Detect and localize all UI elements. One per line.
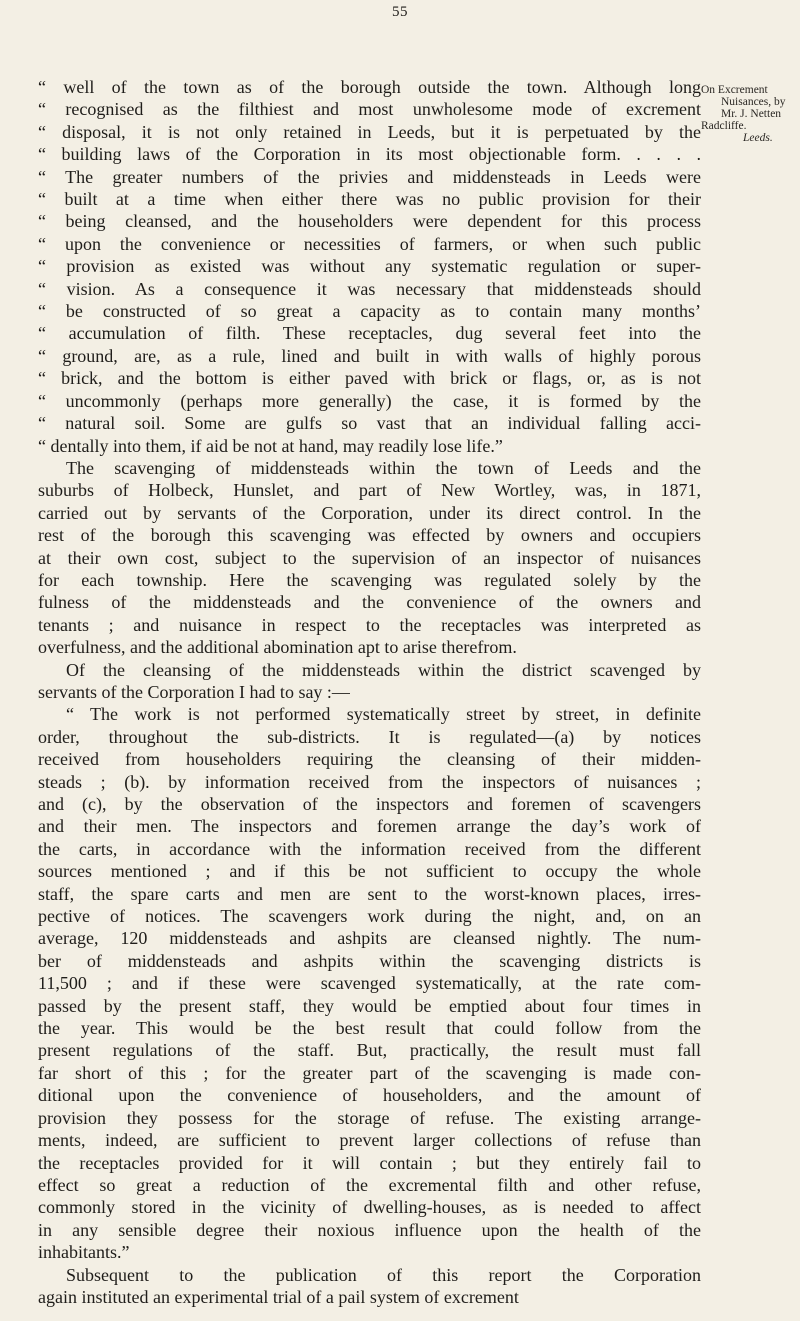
quote2-line: sources mentioned ; and if this be not sufficient to occupy the whole — [38, 861, 701, 882]
quote2-line: pective of notices. The scavengers work during the night, and, on an — [38, 906, 701, 927]
quote2-line: inhabitants.” — [38, 1242, 130, 1263]
para1-line: The scavenging of middensteads within the town of Leeds and the — [66, 457, 701, 478]
quote1-line: “ provision as existed was without any systematic regulation or super- — [38, 256, 701, 277]
quote2-line: provision they possess for the storage of refuse. The existing arrange- — [38, 1107, 701, 1128]
quote2-line: far short of this ; for the greater part of the scavenging is made con- — [38, 1062, 701, 1083]
quote2-line: “ The work is not performed systematically street by street, in definite — [66, 704, 701, 725]
quote2-line: the carts, in accordance with the information received from the different — [38, 838, 701, 859]
quote2-line: effect so great a reduction of the excremental filth and other refuse, — [38, 1174, 701, 1195]
para3-line: again instituted an experimental trial of a pail system of excrement — [38, 1286, 519, 1307]
quote1-line: “ brick, and the bottom is either paved with brick or flags, or, as is not — [38, 368, 701, 389]
quote1-line: “ accumulation of filth. These receptacles, dug several feet into the — [38, 323, 701, 344]
para2-line: Of the cleansing of the middensteads within the district scavenged by — [66, 659, 701, 680]
quote2-line: passed by the present staff, they would be emptied about four times in — [38, 995, 701, 1016]
quote2-line: present regulations of the staff. But, practically, the result must fall — [38, 1040, 701, 1061]
quote2-line: and (c), by the observation of the inspectors and foremen of scavengers — [38, 794, 701, 814]
quote1-line: “ uncommonly (perhaps more generally) the case, it is formed by the — [38, 390, 701, 411]
page-number: 55 — [392, 4, 408, 20]
para3-line: Subsequent to the publication of this report the Corporation — [66, 1264, 701, 1285]
quote2-line: and their men. The inspectors and foremen arrange the day’s work of — [38, 816, 701, 837]
quote1-line: “ well of the town as of the borough outside the town. Although long — [38, 77, 701, 97]
para1-line: rest of the borough this scavenging was effected by owners and occupiers — [38, 525, 701, 546]
quote1-line: “ built at a time when either there was no public provision for their — [38, 189, 701, 210]
para1-line: suburbs of Holbeck, Hunslet, and part of New Wortley, was, in 1871, — [38, 480, 701, 501]
quote1-line: “ recognised as the filthiest and most unwholesome mode of excrement — [38, 99, 701, 120]
quote2-line: order, throughout the sub-districts. It is regulated—(a) by notices — [38, 726, 701, 747]
quotation-1 — [38, 76, 701, 457]
paragraph-1 — [38, 457, 701, 659]
quote2-line: ber of middensteads and ashpits within the scavenging districts is — [38, 950, 701, 971]
margin-note-line-1: Nuisances, by — [721, 96, 786, 108]
quote2-line: ditional upon the convenience of householders, and the amount of — [38, 1085, 701, 1106]
para2-line: servants of the Corporation I had to say :— — [38, 681, 350, 702]
para1-line: fulness of the middensteads and the convenience of the owners and — [38, 592, 701, 613]
para1-line: tenants ; and nuisance in respect to the receptacles was interpreted as — [38, 614, 701, 635]
para1-line: for each township. Here the scavenging was regulated solely by the — [38, 569, 701, 590]
quote1-line: “ building laws of the Corporation in its most objectionable form. . . . . — [38, 144, 701, 165]
quote1-line: “ be constructed of so great a capacity as to contain many months’ — [38, 301, 701, 322]
para1-line: carried out by servants of the Corporation, under its direct control. In the — [38, 502, 701, 523]
paragraph-2 — [38, 659, 701, 704]
quote1-line: “ upon the convenience or necessities of farmers, or when such public — [38, 233, 701, 254]
quote1-line: “ natural soil. Some are gulfs so vast that an individual falling acci- — [38, 413, 701, 434]
quote1-line: “ disposal, it is not only retained in Leeds, but it is perpetuated by the — [38, 121, 701, 142]
quote1-line: “ being cleansed, and the householders were dependent for this process — [38, 211, 701, 232]
quote2-line: staff, the spare carts and men are sent to the worst-known places, irres- — [38, 883, 701, 904]
quote2-line: in any sensible degree their noxious influence upon the health of the — [38, 1219, 701, 1240]
paragraph-3 — [38, 1264, 701, 1309]
quote2-line: commonly stored in the vicinity of dwelling-houses, as is needed to affect — [38, 1197, 701, 1218]
para1-line: overfulness, and the additional abomination apt to arise therefrom. — [38, 637, 517, 658]
margin-note-line-2: Mr. J. Netten — [721, 108, 782, 120]
page-body — [38, 76, 701, 1308]
quote2-line: the year. This would be the best result that could follow from the — [38, 1018, 701, 1039]
margin-note-place: Leeds. — [743, 132, 773, 144]
margin-note-line-3: Radcliffe. — [701, 120, 747, 132]
quote1-line: “ dentally into them, if aid be not at hand, may readily lose life.” — [38, 435, 503, 456]
margin-note — [701, 84, 797, 144]
quote2-line: the receptacles provided for it will contain ; but they entirely fail to — [38, 1152, 701, 1173]
quotation-2 — [38, 703, 701, 1263]
quote2-line: steads ; (b). by information received from the inspectors of nuisances ; — [38, 771, 701, 792]
quote2-line: received from householders requiring the cleansing of their midden- — [38, 749, 701, 770]
margin-note-title: On Excrement — [701, 84, 768, 96]
quote1-line: “ ground, are, as a rule, lined and built in with walls of highly porous — [38, 345, 701, 366]
quote1-line: “ The greater numbers of the privies and middensteads in Leeds were — [38, 166, 701, 187]
quote2-line: 11,500 ; and if these were scavenged systematically, at the rate com- — [38, 973, 701, 994]
quote2-line: ments, indeed, are sufficient to prevent larger collections of refuse than — [38, 1130, 701, 1151]
quote2-line: average, 120 middensteads and ashpits are cleansed nightly. The num- — [38, 928, 701, 949]
para1-line: at their own cost, subject to the supervision of an inspector of nuisances — [38, 547, 701, 568]
quote1-line: “ vision. As a consequence it was necessary that middensteads should — [38, 278, 701, 299]
